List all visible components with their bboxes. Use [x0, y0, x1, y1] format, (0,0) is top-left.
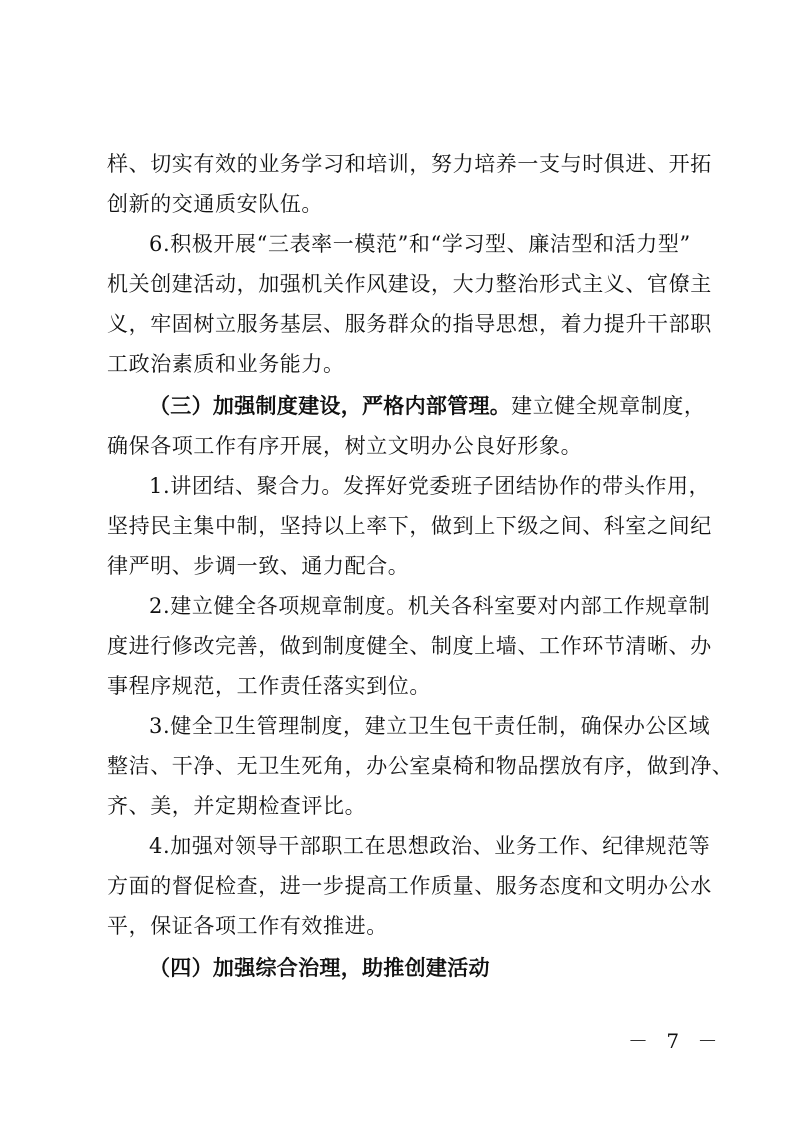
text-line: 坚持民主集中制，坚持以上率下，做到上下级之间、科室之间纪 [107, 514, 712, 538]
text-line: 创新的交通质安队伍。 [107, 192, 323, 216]
text-line: 确保各项工作有序开展，树立文明办公良好形象。 [107, 434, 583, 458]
text-line: 样、切实有效的业务学习和培训，努力培养一支与时俱进、开拓 [107, 152, 712, 176]
text-line: 度进行修改完善，做到制度健全、制度上墙、工作环节清晰、办 [107, 634, 712, 658]
text-line: 工政治素质和业务能力。 [107, 352, 345, 376]
text-line: 义，牢固树立服务基层、服务群众的指导思想，着力提升干部职 [107, 312, 712, 336]
section-3-heading: （三）加强制度建设，严格内部管理。 [149, 394, 512, 418]
text-line: 齐、美，并定期检查评比。 [107, 794, 367, 818]
text-line: 律严明、步调一致、通力配合。 [107, 554, 410, 578]
section-4-heading: （四）加强综合治理，助推创建活动 [149, 956, 490, 980]
page-number: － 7 － [628, 1029, 724, 1053]
section-3-text: 建立健全规章制度， [511, 394, 706, 418]
section-3-paragraph [149, 392, 706, 420]
item-1-line: 1.讲团结、聚合力。发挥好党委班子团结协作的带头作用， [149, 474, 711, 498]
item-4-line: 4.加强对领导干部职工在思想政治、业务工作、纪律规范等 [149, 834, 711, 858]
text-line: 事程序规范，工作责任落实到位。 [107, 674, 431, 698]
item-3-line: 3.健全卫生管理制度，建立卫生包干责任制，确保办公区域 [149, 714, 711, 738]
text-line: 机关创建活动，加强机关作风建设，大力整治形式主义、官僚主 [107, 272, 712, 296]
text-line: 方面的督促检查，进一步提高工作质量、服务态度和文明办公水 [107, 874, 712, 898]
item-6-line: 6.积极开展“三表率一模范”和“学习型、廉洁型和活力型” [149, 232, 691, 256]
text-line: 平，保证各项工作有效推进。 [107, 914, 388, 938]
item-2-line: 2.建立健全各项规章制度。机关各科室要对内部工作规章制 [149, 594, 711, 618]
text-line: 整洁、干净、无卫生死角，办公室桌椅和物品摆放有序，做到净、 [107, 754, 734, 778]
